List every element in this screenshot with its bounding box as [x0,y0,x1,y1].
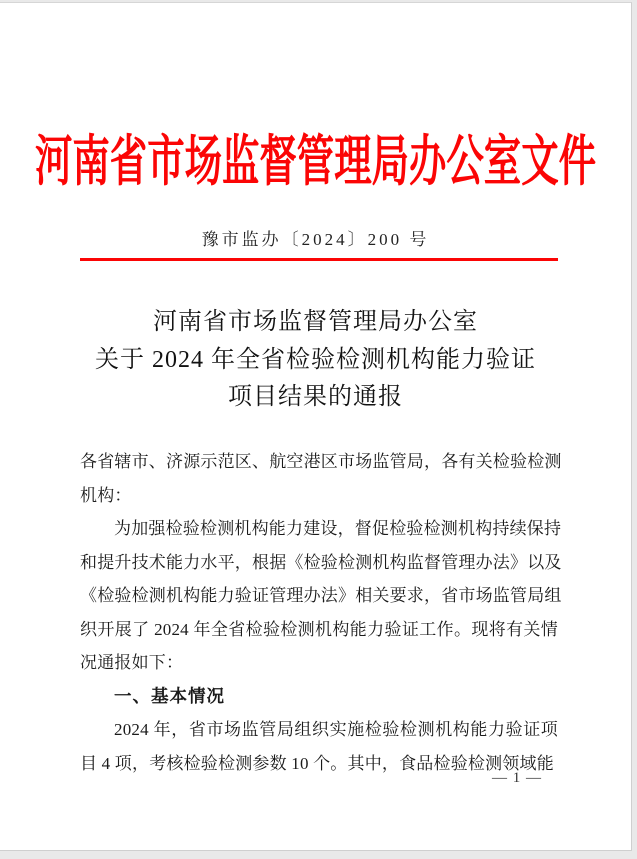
body-text-line: 织开展了 2024 年全省检验检测机构能力验证工作。现将有关情 [80,619,558,639]
page-number: — 1 — [492,770,542,786]
document-title-line-3: 项目结果的通报 [228,384,403,410]
body-text-line: 目 4 项，考核检验检测参数 10 个。其中，食品检验检测领域能 [80,753,554,773]
body-text-line: 2024 年，省市场监管局组织实施检验检测机构能力验证项 [114,720,558,739]
body-text-line: 各省辖市、济源示范区、航空港区市场监管局，各有关检验检测 [80,452,562,471]
body-text-line: 为加强检验检测机构能力建设，督促检验检测机构持续保持 [114,519,562,538]
section-heading: 一、基本情况 [114,685,225,706]
red-divider-line [80,258,558,261]
body-text-line: 和提升技术能力水平，根据《检验检测机构监督管理办法》以及 [80,552,562,572]
document-body [80,445,562,780]
body-text-line: 机构： [80,485,132,505]
document-title-line-2: 关于 2024 年全省检验检测机构能力验证 [95,346,536,373]
body-text-line: 《检验检测机构能力验证管理办法》相关要求，省市场监管局组 [80,586,562,605]
document-number: 豫市监办〔2024〕200 号 [201,230,430,249]
red-letterhead [0,121,631,201]
letterhead-title: 河南省市场监督管理局办公室文件 [35,130,597,192]
document-title [0,304,631,417]
body-text-line: 况通报如下： [80,653,184,672]
document-page [0,2,632,851]
document-title-line-1: 河南省市场监督管理局办公室 [153,309,478,335]
